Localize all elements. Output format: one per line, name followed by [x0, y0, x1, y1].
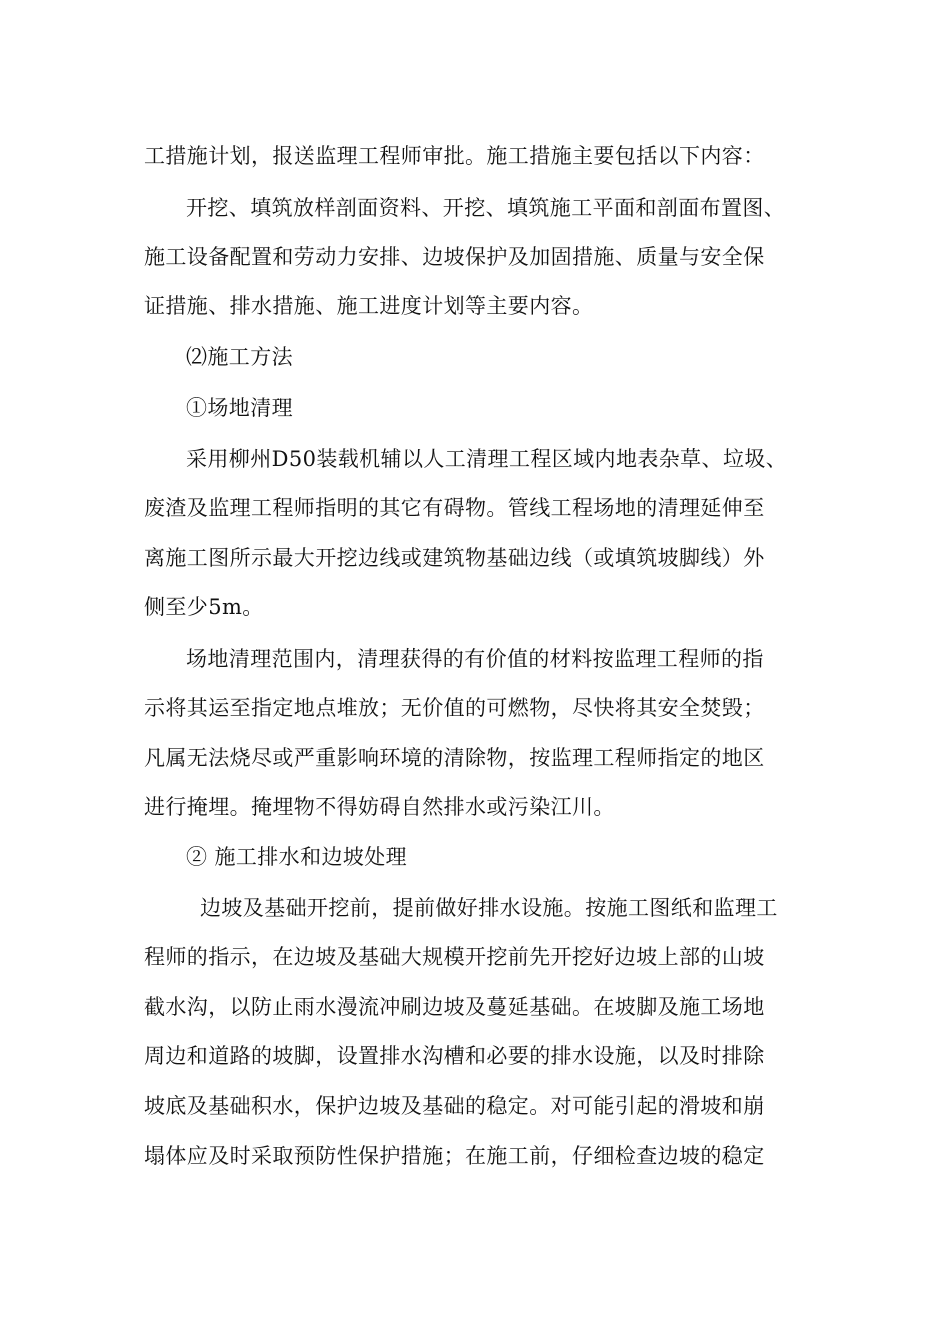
text-line-3: 施工设备配置和劳动力安排、边坡保护及加固措施、质量与安全保	[144, 245, 765, 269]
text-line-16: 边坡及基础开挖前，提前做好排水设施。按施工图纸和监理工	[200, 896, 778, 920]
text-line-14: 进行掩埋。掩埋物不得妨碍自然排水或污染江川。	[144, 795, 615, 819]
subsection-heading-site-clearing: ①场地清理	[186, 396, 293, 420]
text-line-1: 工措施计划，报送监理工程师审批。施工措施主要包括以下内容：	[144, 144, 765, 168]
text-line-12: 示将其运至指定地点堆放；无价值的可燃物，尽快将其安全焚毁；	[144, 696, 765, 720]
text-line-4: 证措施、排水措施、施工进度计划等主要内容。	[144, 294, 594, 318]
text-line-9: 离施工图所示最大开挖边线或建筑物基础边线（或填筑坡脚线）外	[144, 546, 765, 570]
text-line-13: 凡属无法烧尽或严重影响环境的清除物，按监理工程师指定的地区	[144, 746, 765, 770]
text-line-20: 坡底及基础积水，保护边坡及基础的稳定。对可能引起的滑坡和崩	[144, 1094, 765, 1118]
subsection-heading-drainage-slope: ② 施工排水和边坡处理	[186, 845, 408, 869]
text-line-7: 采用柳州D50装载机辅以人工清理工程区域内地表杂草、垃圾、	[186, 447, 788, 471]
text-line-2: 开挖、填筑放样剖面资料、开挖、填筑施工平面和剖面布置图、	[186, 196, 786, 220]
text-line-8: 废渣及监理工程师指明的其它有碍物。管线工程场地的清理延伸至	[144, 496, 765, 520]
text-line-19: 周边和道路的坡脚，设置排水沟槽和必要的排水设施，以及时排除	[144, 1044, 765, 1068]
text-line-10: 侧至少5m。	[144, 595, 264, 619]
section-heading-construction-method: ⑵施工方法	[186, 345, 293, 369]
text-line-17: 程师的指示，在边坡及基础大规模开挖前先开挖好边坡上部的山坡	[144, 945, 765, 969]
text-line-11: 场地清理范围内，清理获得的有价值的材料按监理工程师的指	[186, 647, 764, 671]
text-line-21: 塌体应及时采取预防性保护措施；在施工前，仔细检查边坡的稳定	[144, 1144, 765, 1168]
text-line-18: 截水沟，以防止雨水漫流冲刷边坡及蔓延基础。在坡脚及施工场地	[144, 995, 765, 1019]
